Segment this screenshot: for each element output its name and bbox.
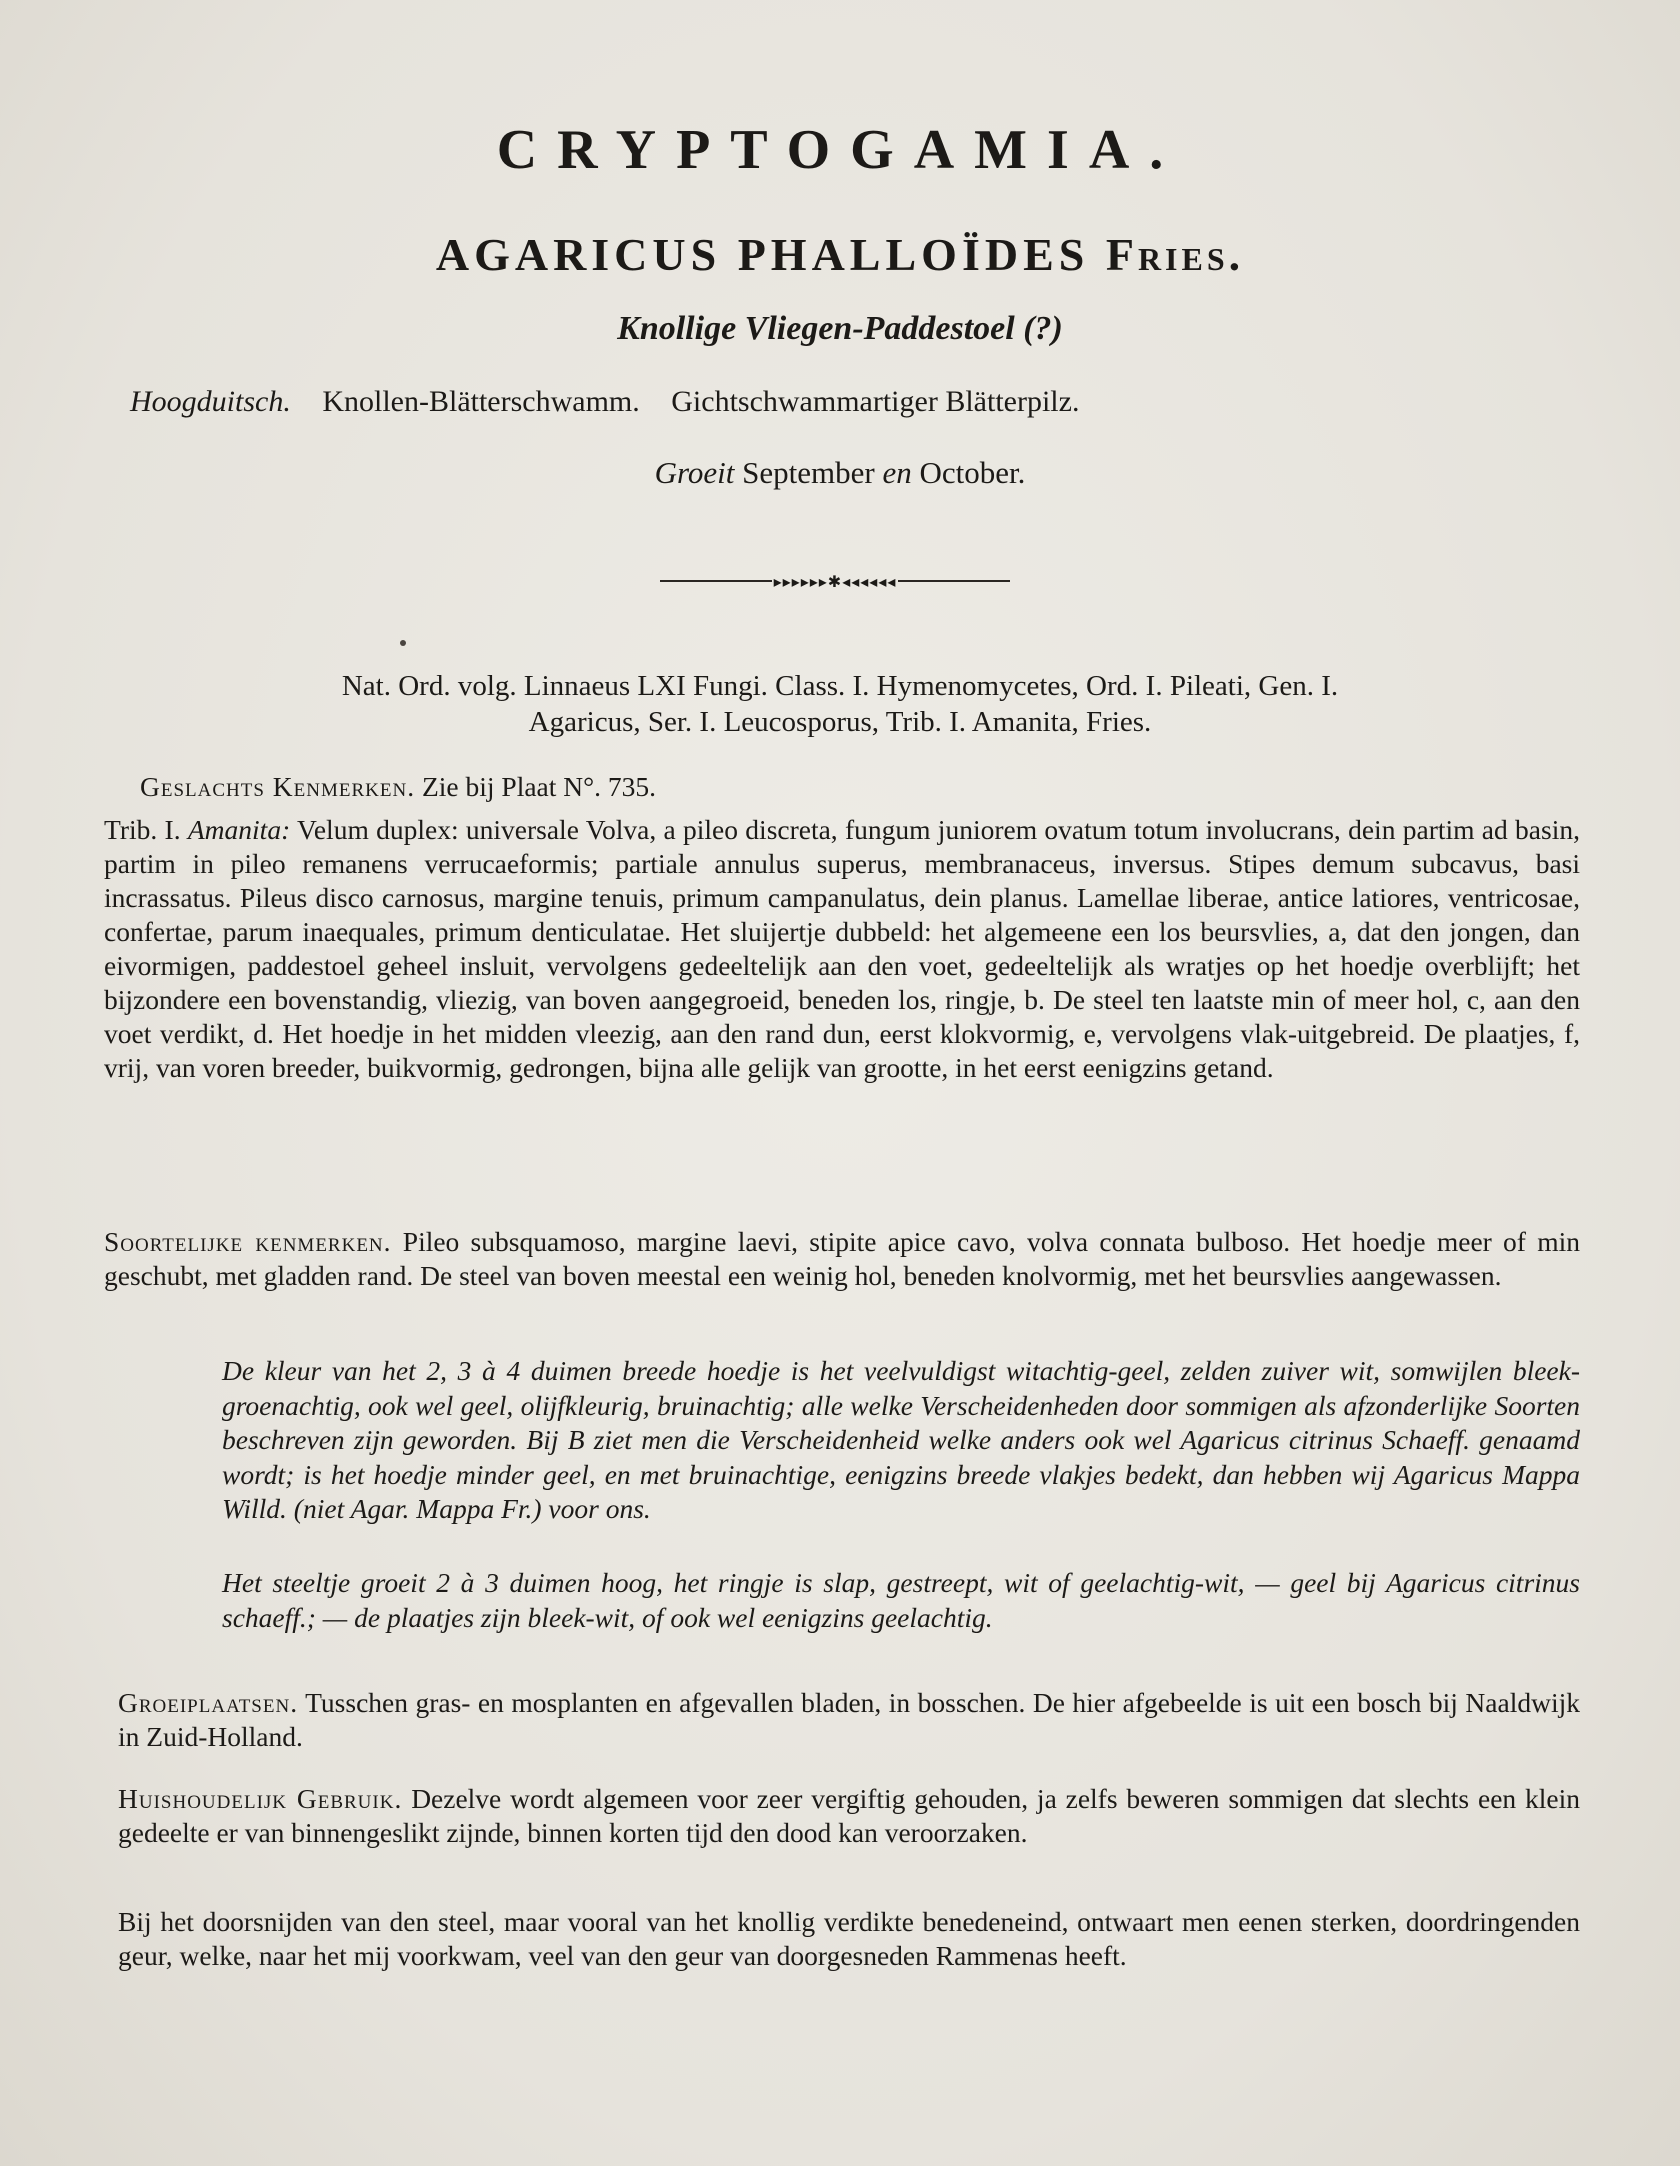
usage-label: Huishoudelijk Gebruik. [118,1783,403,1814]
tribus-label: Trib. I. [104,814,181,845]
tribus-text: Velum duplex: universale Volva, a pileo discreta, fungum juniorem ovatum totum involucrans, dein partim ad basin, partim in pileo remanens verrucaeformis; partiale annulus superus, membranaceus, inversus. Stipes demum subcavus, basi incrassatus. Pileus disco carnosus, margine tenuis, primum campanulatus, dein planus. Lamellae liberae, antice latiores, ventricosae, confertae, parum inaequales, primum denticulatae. Het sluijertje dubbeld: het algemeene een los beursvlies, a, dat den jongen, dan eivormigen, paddestoel geheel insluit, vervolgens gedeeltelijk aan den voet, gedeeltelijk als wratjes op het hoedje overblijft; het bijzondere een bovenstandig, vliezig, van boven aangegroeid, beneden los, ringje, b. De steel ten laatste min of meer hol, c, aan den voet verdikt, d. Het hoedje in het midden vleezig, aan den rand dun, eerst klokvormig, e, vervolgens vlak-uitgebreid. De plaatjes, f, vrij, van voren breeder, buikvormig, gedrongen, bijna alle gelijk van grootte, in het eerst eenigzins getand. [104,814,1580,1083]
usage-text: Dezelve wordt algemeen voor zeer vergiftig gehouden, ja zelfs beweren sommigen dat slechts een klein gedeelte er van binnengeslikt zijnde, binnen korten tijd den dood kan veroorzaken. [118,1783,1580,1848]
season-en: en [882,455,912,490]
classification-line-1: Nat. Ord. volg. Linnaeus LXI Fungi. Class. I. Hymenomycetes, Ord. I. Pileati, Gen. I. [341,670,1339,702]
species-characters [104,1225,1580,1293]
description-stem: Het steeltje groeit 2 à 3 duimen hoog, het ringje is slap, gestreept, wit of geelachtig-wit, — geel bij Agaricus citrinus schaeff.; — de plaatjes zijn bleek-wit, of ook wel eenigzins geelachtig. [222,1567,1580,1633]
tribus-name: Amanita: [187,814,291,845]
season-month-2: October. [919,455,1026,490]
ornament-line-left [660,580,772,582]
smell-paragraph: Bij het doorsnijden van den steel, maar vooral van het knollig verdikte benedeneind, ontwaart men eenen sterken, doordringenden geur, welke, naar het mij voorkwam, veel van den geur van doorgesneden Rammenas heeft. [118,1906,1580,1971]
species-chars-text: Pileo subsquamoso, margine laevi, stipite apice cavo, volva connata bulboso. Het hoedje meer of min geschubt, met gladden rand. De steel van boven meestal een weinig hol, beneden knolvormig, met het beursvlies aangewassen. [104,1226,1580,1291]
german-names [130,385,1580,419]
species-heading [0,228,1680,281]
ornament-line-right [898,580,1010,582]
print-speck [400,640,406,646]
season-groeit: Groeit [654,455,735,490]
season-month-1: September [742,455,875,490]
classification [100,668,1580,740]
habitat-text: Tusschen gras- en mosplanten en afgevallen bladen, in bosschen. De hier afgebeelde is uit een bosch bij Naaldwijk in Zuid-Holland. [118,1687,1580,1752]
growing-season [0,455,1680,491]
description-colour: De kleur van het 2, 3 à 4 duimen breede hoedje is het veelvuldigst witachtig-geel, zelden zuiver wit, somwijlen bleek-groenachtig, ook wel geel, olijfkleurig, bruinachtig; alle welke Verscheidenheden door sommigen als afzonderlijke Soorten beschreven zijn geworden. Bij B ziet men die Verscheidenheid welke anders ook wel Agaricus citrinus Schaeff. genaamd wordt; is het hoedje minder geel, en met bruinachtige, eenigzins breede vlakjes bedekt, dan hebben wij Agaricus Mappa Willd. (niet Agar. Mappa Fr.) voor ons. [222,1355,1580,1524]
usage-paragraph [118,1782,1580,1850]
species-name: AGARICUS PHALLOÏDES [435,229,1090,280]
classification-line-2: Agaricus, Ser. I. Leucosporus, Trib. I. Amanita, Fries. [528,706,1152,738]
species-author: Fries. [1105,229,1245,280]
genus-text: Zie bij Plaat N°. 735. [421,771,656,802]
habitat-paragraph [118,1686,1580,1754]
genus-characters [140,770,1580,804]
page-title: CRYPTOGAMIA. [496,119,1184,181]
ornament-divider [660,571,1010,591]
german-label: Hoogduitsch. [130,385,291,418]
genus-label: Geslachts Kenmerken. [140,771,416,802]
ornament-icon: ▸▸▸▸▸▸✱◂◂◂◂◂◂ [773,571,897,591]
german-name-2: Gichtschwammartiger Blätterpilz. [671,385,1080,418]
tribus-paragraph [104,813,1580,1085]
species-chars-label: Soortelijke kenmerken. [104,1226,392,1257]
german-name-1: Knollen-Blätterschwamm. [322,385,640,418]
habitat-label: Groeiplaatsen. [118,1687,299,1718]
common-name: Knollige Vliegen-Paddestoel (?) [617,310,1063,347]
